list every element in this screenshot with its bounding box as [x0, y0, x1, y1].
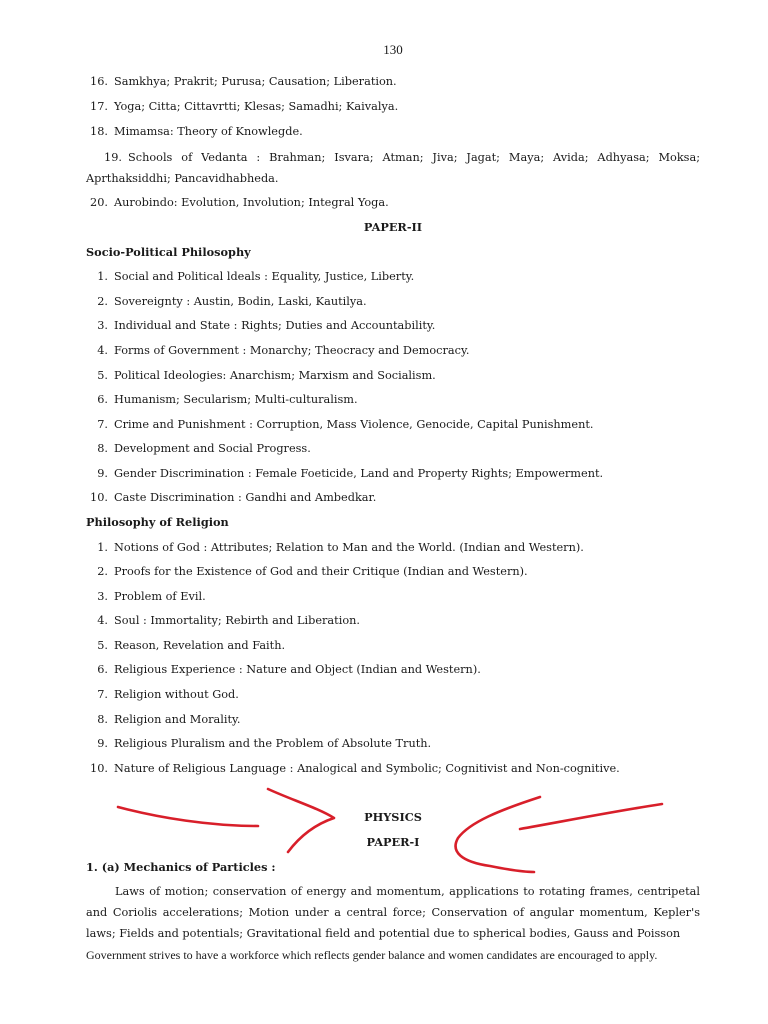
item-number: 6. [97, 663, 108, 676]
item-number: 2. [97, 565, 108, 578]
item-text: Sovereignty : Austin, Bodin, Laski, Kautilya. [114, 295, 367, 308]
list-item [86, 74, 397, 90]
item-number: 8. [97, 442, 108, 455]
list-item [86, 687, 239, 703]
footer-note: Government strives to have a workforce which reflects gender balance and women candidates are encouraged to apply. [86, 948, 658, 962]
item-number: 5. [97, 369, 108, 382]
list-item [86, 343, 469, 359]
item-number: 20. [90, 196, 108, 209]
list-item [86, 662, 481, 678]
item-text: Religious Pluralism and the Problem of Absolute Truth. [114, 737, 432, 750]
item-text: Forms of Government : Monarchy; Theocracy and Democracy. [114, 344, 470, 357]
list-item [86, 490, 376, 506]
item-text: Soul : Immortality; Rebirth and Liberation. [114, 614, 360, 627]
item-number: 1. [97, 541, 108, 554]
item-number: 5. [97, 639, 108, 652]
item-number: 7. [97, 688, 108, 701]
section-heading: Philosophy of Religion [86, 515, 229, 529]
item-number: 8. [97, 713, 108, 726]
item-text: Gender Discrimination : Female Foeticide, Land and Property Rights; Empowerment. [114, 467, 604, 480]
list-item [86, 736, 431, 752]
item-text: Mimamsa: Theory of Knowlegde. [114, 125, 303, 138]
item-text: Samkhya; Prakrit; Purusa; Causation; Liberation. [114, 75, 397, 88]
item-text: Problem of Evil. [114, 590, 206, 603]
item-number: 6. [97, 393, 108, 406]
list-item [86, 392, 358, 408]
item-number: 16. [90, 75, 108, 88]
page-number: 130 [383, 42, 403, 57]
item-text: Crime and Punishment : Corruption, Mass Violence, Genocide, Capital Punishment. [114, 418, 594, 431]
item-text: Aurobindo: Evolution, Involution; Integral Yoga. [114, 196, 389, 209]
list-item [86, 613, 360, 629]
item-number: 7. [97, 418, 108, 431]
section-heading: Socio-Political Philosophy [86, 245, 251, 259]
list-item [86, 417, 593, 433]
physics-paper-title: PAPER-I [366, 835, 420, 849]
physics-paragraph: Laws of motion; conservation of energy and momentum, applications to rotating frames, centripetal and Coriolis accelerations; Motion under a central force; Conservation of angular momentum, Kepler's laws; Fields and potentials; Gravitational field and potential due to spherical bodies, Gauss and Poisson [86, 885, 700, 940]
item-text: Religion without God. [114, 688, 239, 701]
list-item [86, 638, 285, 654]
list-item [86, 368, 436, 384]
list-item [86, 441, 311, 457]
item-text: Political Ideologies: Anarchism; Marxism and Socialism. [114, 369, 436, 382]
item-number: 3. [97, 590, 108, 603]
item-number: 10. [90, 762, 108, 775]
item-number: 9. [97, 737, 108, 750]
list-item [86, 761, 620, 777]
item-number: 19. [104, 151, 122, 164]
item-number: 2. [97, 295, 108, 308]
list-item [86, 540, 584, 556]
item-text: Social and Political ldeals : Equality, Justice, Liberty. [114, 270, 415, 283]
item-text: Nature of Religious Language : Analogical and Symbolic; Cognitivist and Non-cognitive. [114, 762, 620, 775]
paper-title: PAPER-II [363, 220, 423, 234]
item-text: Development and Social Progress. [114, 442, 311, 455]
list-item [86, 589, 206, 605]
list-item [86, 147, 700, 189]
list-item [86, 712, 241, 728]
item-number: 17. [90, 100, 108, 113]
physics-title: PHYSICS [364, 810, 422, 824]
list-item [86, 318, 435, 334]
list-item [86, 99, 398, 115]
list-item [86, 294, 367, 310]
item-text: Caste Discrimination : Gandhi and Ambedkar. [114, 491, 377, 504]
list-item [86, 124, 303, 140]
item-number: 1. [97, 270, 108, 283]
item-text: Reason, Revelation and Faith. [114, 639, 286, 652]
list-item [86, 195, 389, 211]
item-text: Proofs for the Existence of God and their Critique (Indian and Western). [114, 565, 528, 578]
item-number: 4. [97, 614, 108, 627]
item-text: Yoga; Citta; Cittavrtti; Klesas; Samadhi; Kaivalya. [114, 100, 399, 113]
item-text: Notions of God : Attributes; Relation to Man and the World. (Indian and Western). [114, 541, 584, 554]
item-text: Humanism; Secularism; Multi-culturalism. [114, 393, 358, 406]
list-item [86, 564, 528, 580]
item-number: 10. [90, 491, 108, 504]
item-number: 4. [97, 344, 108, 357]
physics-section-heading: 1. (a) Mechanics of Particles : [86, 860, 276, 874]
item-text: Religious Experience : Nature and Object (Indian and Western). [114, 663, 481, 676]
item-number: 18. [90, 125, 108, 138]
item-text: Schools of Vedanta : Brahman; Isvara; Atman; Jiva; Jagat; Maya; Avida; Adhyasa; Moksa; Aprthaksiddhi; Pancavidhabheda. [86, 151, 700, 185]
item-number: 3. [97, 319, 108, 332]
list-item [86, 269, 414, 285]
item-text: Religion and Morality. [114, 713, 241, 726]
item-number: 9. [97, 467, 108, 480]
item-text: Individual and State : Rights; Duties and Accountability. [114, 319, 436, 332]
list-item [86, 466, 603, 482]
